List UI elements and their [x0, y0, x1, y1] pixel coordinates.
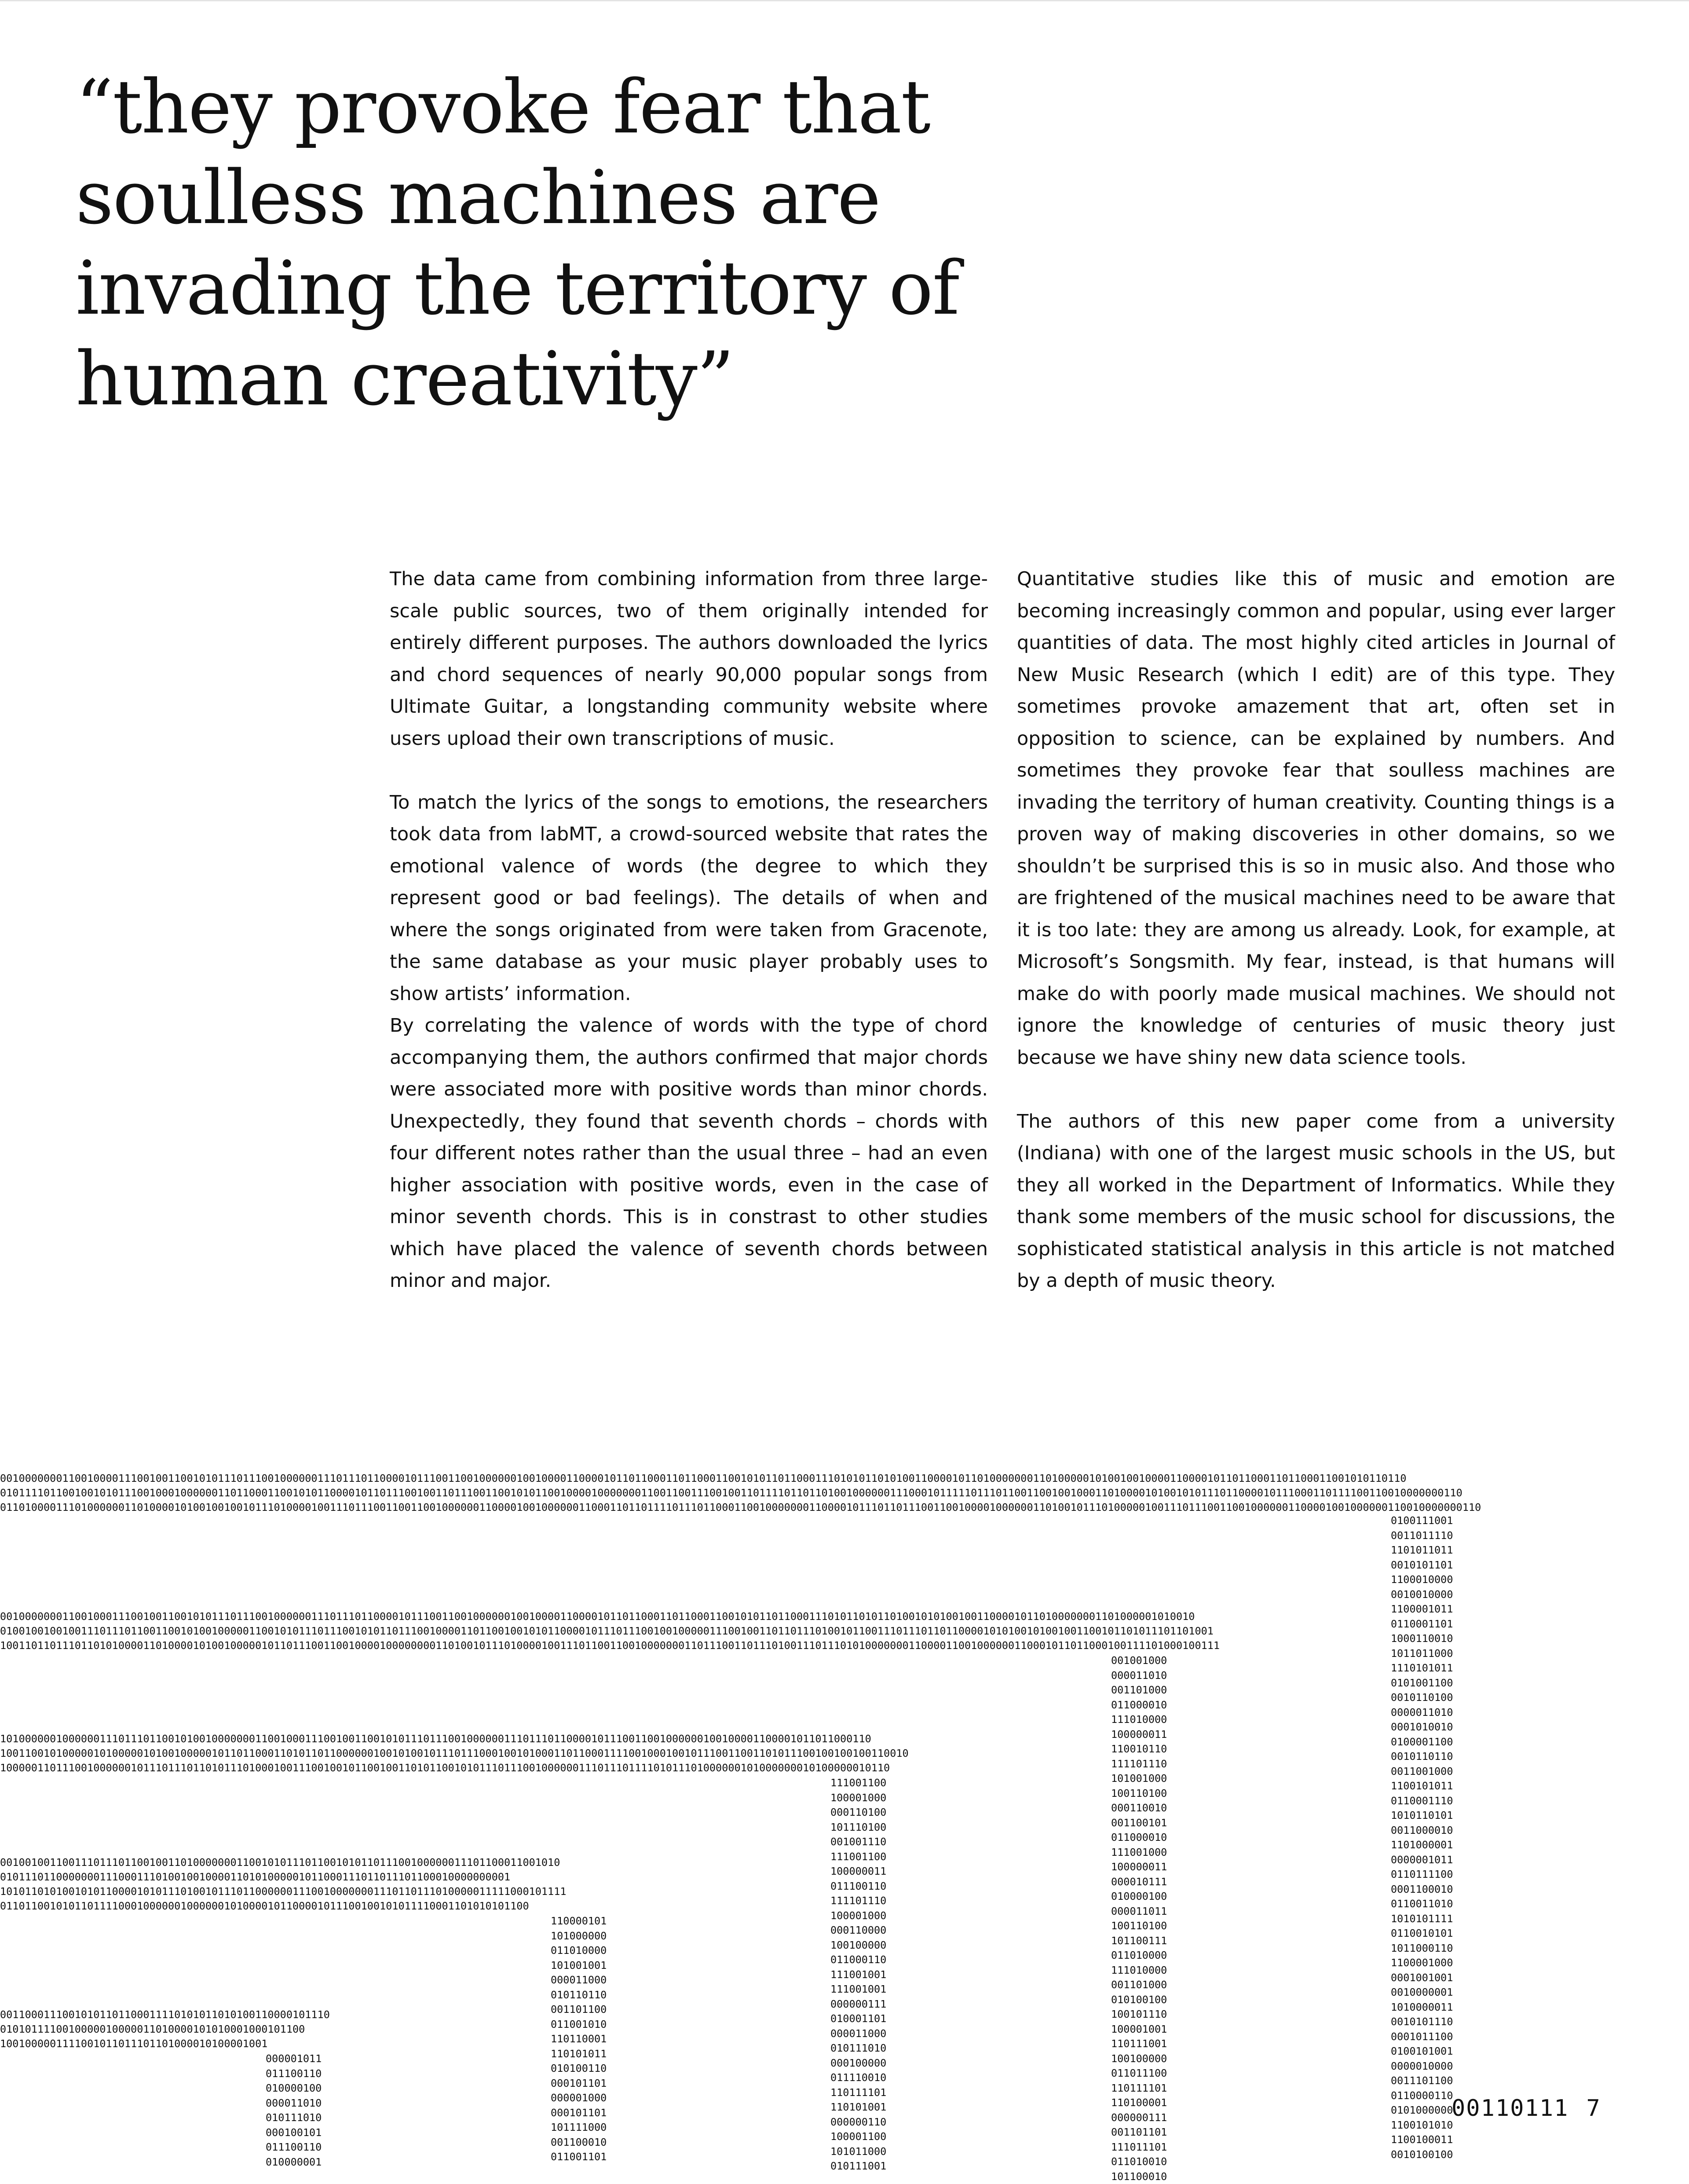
binary-row: 0110100001110100000011010000101001001001011101000010011101110011001100100000011000010010000001100011011011110111011000110010000000110000101110110111001100100001000000110100101110100000100111011100110010000001100001001000000110010000000110 [0, 1501, 1481, 1513]
binary-row: 0101110110000000111000111010010010000110101000001011000111011011101100010000000001 [0, 1871, 511, 1883]
body-paragraph: By correlating the valence of words with the type of chord accompanying them, the authors confirmed that major chords were associated more with positive words than minor chords. Unexpectedly, they found that seventh chords – chords with four different notes rather than the usual three – had an even higher association with positive words, even in the case of minor seventh chords. This is in constrast to other studies which have placed the valence of seventh chords between minor and major. [390, 1015, 988, 1292]
folio-binary: 00110111 [1451, 2095, 1569, 2122]
binary-row: 00110001110010101101100011110101011010100110000101110 [0, 2008, 330, 2021]
binary-row: 001001001100111011101100100110100000001100101011101100101011011100100000011101100011001010 [0, 1856, 560, 1869]
binary-row: 0101111011001001010111001000100000011011000110010101100001011011100100110111001100101011001000010000000110011001110010011011110110110100100000011100010111110111011001100100100011010000101001010111011000010111000110111100110010000000110 [0, 1487, 1462, 1499]
body-paragraph: To match the lyrics of the songs to emotions, the researchers took data from labMT, a crowd-sourced website that rates the emotional valence of words (the degree to which they represent good or bad feelings). The details of when and where the songs originated from were taken from Gracenote, the same database as your music player probably uses to show artists’ information. [390, 791, 988, 1005]
binary-row: 1001101101110110101000011010000101001000001011011100110010000100000000110100101110100001001110110011001000000011011100110111010011101110101000000011000011001000000110001011011000100111101000100111 [0, 1639, 1220, 1652]
article-column-left [390, 563, 988, 1297]
page-folio [1451, 2095, 1601, 2122]
binary-column: 000001011 011100110 010000100 000011010 010111010 000100101 011100110 010000001 [266, 2052, 322, 2168]
binary-row: 10011001010000010100000101001000001011011000110101101100000010010100101110111000100101000110110001111001000100101110011001101011100100100100110010 [0, 1747, 909, 1759]
binary-column: 110000101 101000000 011010000 101001001 000011000 010110110 001101100 011001010 110110001 110101011 010100110 000101101 000001000 000101101 101111000 001100010 011001101 [551, 1915, 607, 2163]
binary-row: 0101011110010000010000011010000101010001000101100 [0, 2023, 305, 2035]
binary-row: 10000011011100100000010111011101101011101000100111001001011001001101011001010111011100100000011101110111101011101000000101000000010100000010110 [0, 1762, 890, 1774]
body-paragraph: Quantitative studies like this of music and emotion are becoming increasingly common and popular, using ever larger quantities of data. The most highly cited articles in Journal of New Music Research (which I edit) are of this type. They sometimes provoke amazement that art, often set in opposition to science, can be explained by numbers. And sometimes they provoke fear that soulless machines are invading the territory of human creativity. Counting things is a proven way of making discoveries in other domains, so we shouldn’t be surprised this is so in music also. And those who are frightened of the musical machines need to be aware that it is too late: they are among us already. Look, for example, at Microsoft’s Songsmith. My fear, instead, is that humans will make do with poorly made musical machines. We should not ignore the knowledge of centuries of music theory just because we have shiny new data science tools. [1017, 568, 1615, 1069]
binary-column: 001001000 000011010 001101000 011000010 111010000 100000011 110010110 111101110 101001000 100110100 000110010 001100101 011000010 111001000 100000011 000010111 010000100 000011011 100110100 101100111 011010000 111010000 001101000 010100100 100101110 100001001 110111001 100100000 011011100 110111101 110100001 000000111 001101101 111011101 011010010 101100010 [1111, 1654, 1167, 2183]
binary-row: 001000000011001000111001001100101011101110010000001110111011000010111001100100000010010000110000101101100011011000110010101101100011101011010110100101010010011000010110100000001101000001010010 [0, 1610, 1195, 1623]
binary-row: 10100000010000001110111011001010010000000110010001110010011001010111011100100000011101110110000101110011001000000100100001100001011011000110 [0, 1733, 871, 1745]
binary-column: 111001100 100001000 000110100 101110100 001001110 111001100 100000011 011100110 111101110 100001000 000110000 100100000 011000110 111001001 111001001 000000111 010001101 000011000 010111010 000100000 011110010 110111101 110101001 000000110 100001100 101011000 010111001 [830, 1777, 887, 2172]
body-paragraph: The data came from combining information from three large-scale public sources, two of them originally intended for entirely different purposes. The authors downloaded the lyrics and chord sequences of nearly 90,000 popular songs from Ultimate Guitar, a longstanding community website where users upload their own transcriptions of music. [390, 568, 988, 750]
top-rule [0, 0, 1689, 1]
pull-quote-line: human creativity” [76, 336, 734, 422]
body-paragraph: The authors of this new paper come from a university (Indiana) with one of the largest music schools in the US, but they all worked in the Department of Informatics. While they thank some members of the music school for discussions, the sophisticated statistical analysis in this article is not matched by a depth of music theory. [1017, 1110, 1615, 1292]
pull-quote-line: “they provoke fear that [76, 64, 930, 150]
page-number: 7 [1586, 2095, 1601, 2122]
binary-row: 1010110101001010110000101011101001011101100000011100100000001110110111010000011111000101111 [0, 1885, 567, 1898]
article-column-right [1017, 563, 1615, 1297]
binary-column: 0100111001 0011011110 1101011011 0010101101 1100010000 0010010000 1100001011 0110001101 1000110010 1011011000 1110101011 0101001100 0010110100 0000011010 0001010010 0100001100 0010110110 0011001000 1100101011 0110001110 1010110101 0011000010 1101000001 0000001011 0110111100 0001100010 0110011010 1010101111 0110010101 1011000110 1100001000 0001001001 0010000001 1010000011 0010101110 0001011100 0100101001 0000010000 0011101100 0110000110 0101000000 1100101010 1100100011 0010100100 [1391, 1514, 1453, 2161]
binary-code-illustration [0, 1469, 1689, 2183]
binary-row: 1001000001111001011011101101000010100001001 [0, 2037, 268, 2050]
pull-quote-line: soulless machines are [76, 154, 880, 241]
pull-quote-line: invading the territory of [76, 245, 959, 331]
binary-row: 010010010010011101110110011001010010000011001010111011100101011011100100001101100100101011000010111011100100100000111001001101101110100101100111011101101100001010100101001001100101101011101101001 [0, 1625, 1214, 1637]
binary-row: 0110110010101101111000100000010000001010000101100001011100100101011110001101010101100 [0, 1900, 529, 1912]
pull-quote [76, 62, 1087, 424]
binary-row: 0010000000110010000111001001100101011101110010000001110111011000010111001100100000010010000110000101101100011011000110010101101100011101010110101001100001011010000000110100000101001001000011000010110110001101100011001010110110 [0, 1472, 1407, 1484]
